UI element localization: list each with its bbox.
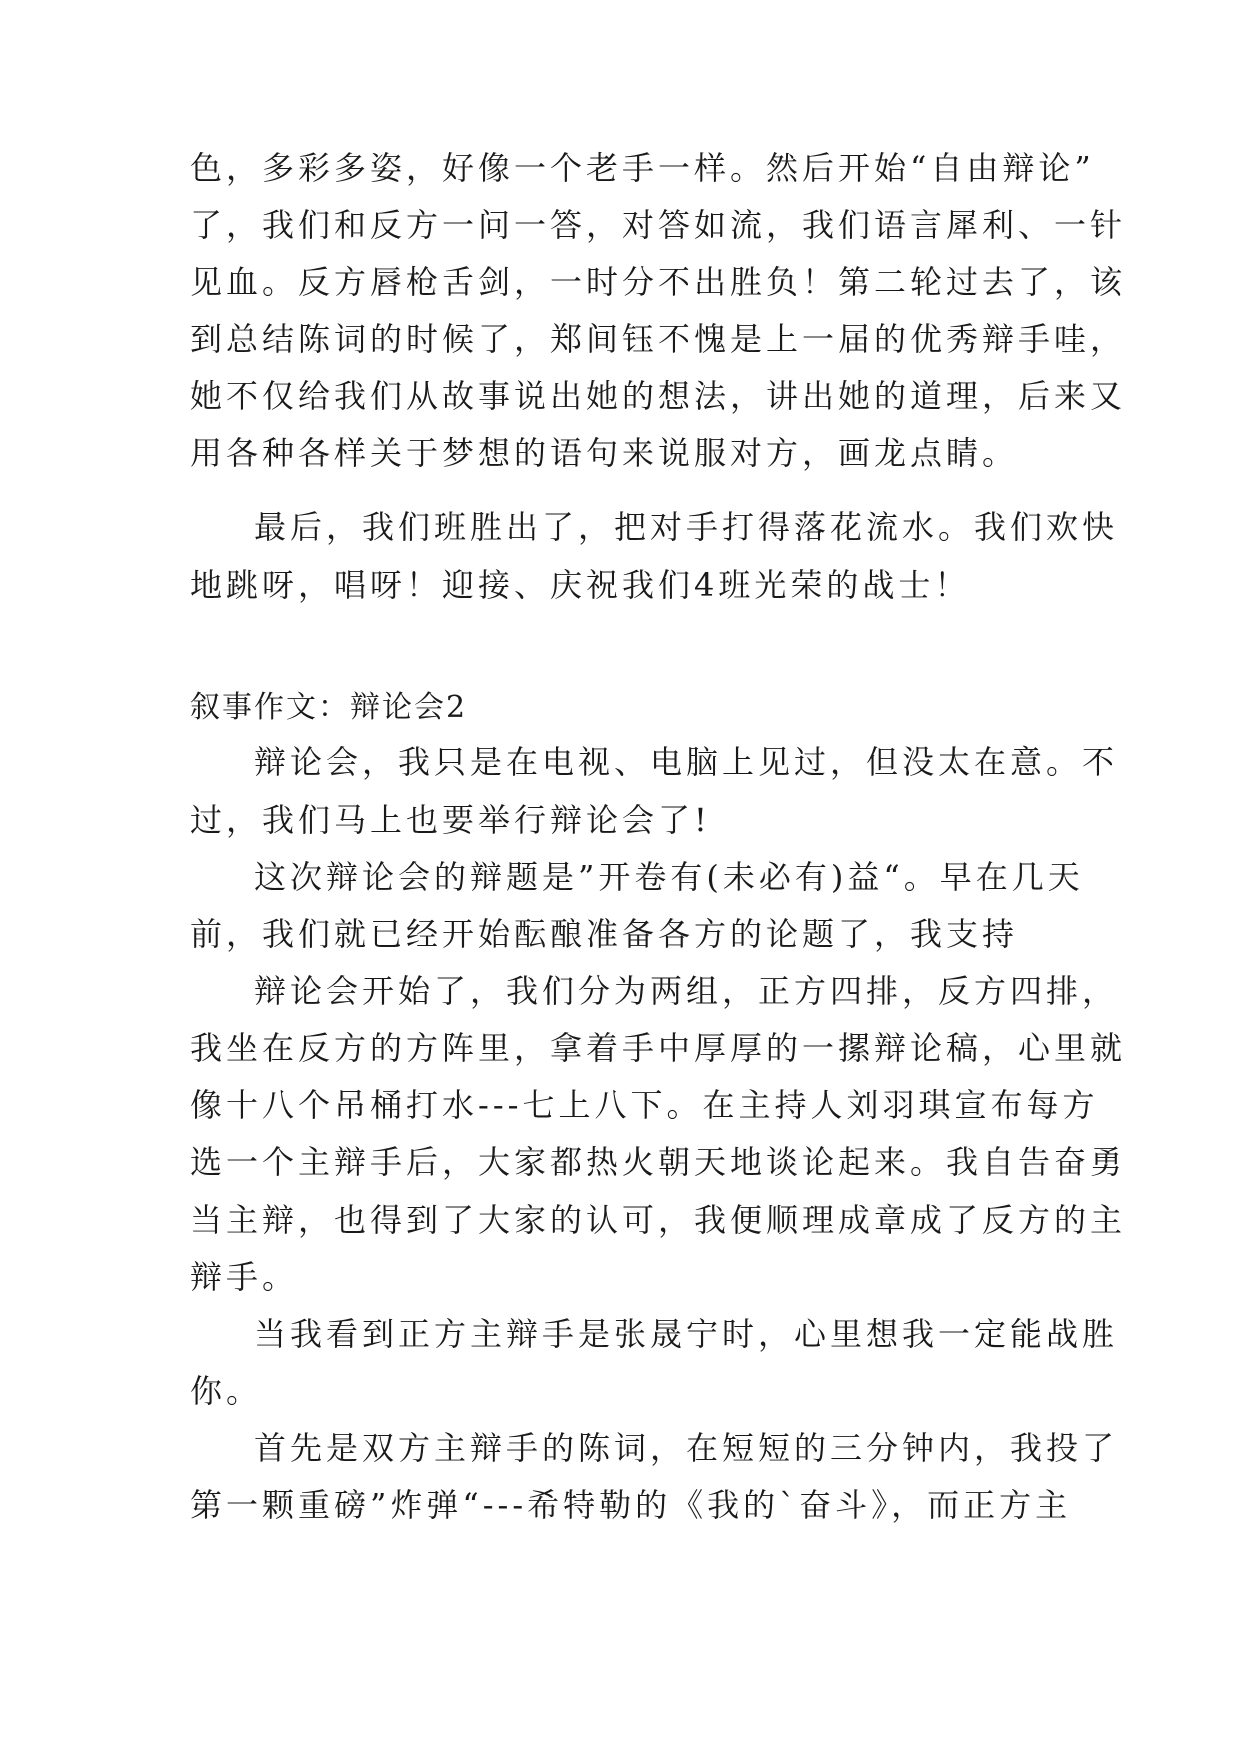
text-line: 选一个主辩手后，大家都热火朝天地谈论起来。我自告奋勇	[190, 1143, 1127, 1181]
text-line: 前，我们就已经开始酝酿准备各方的论题了，我支持	[190, 915, 1019, 953]
text-line: 像十八个吊桶打水---七上八下。在主持人刘羽琪宣布每方	[190, 1086, 1099, 1124]
text-line: 了，我们和反方一问一答，对答如流，我们语言犀利、一针	[190, 206, 1127, 244]
text-line: 辩论会开始了，我们分为两组，正方四排，反方四排，	[254, 972, 1119, 1010]
text-line: 你。	[190, 1372, 263, 1410]
text-line: 我坐在反方的方阵里，拿着手中厚厚的一摞辩论稿，心里就	[190, 1029, 1127, 1067]
text-line: 最后，我们班胜出了，把对手打得落花流水。我们欢快	[254, 508, 1119, 546]
text-line: 这次辩论会的辩题是”开卷有(未必有)益“。早在几天	[254, 858, 1084, 896]
text-line: 当我看到正方主辩手是张晟宁时，心里想我一定能战胜	[254, 1315, 1119, 1353]
section-heading: 叙事作文：辩论会2	[190, 690, 468, 725]
text-line: 过，我们马上也要举行辩论会了!	[190, 801, 711, 839]
text-line: 见血。反方唇枪舌剑，一时分不出胜负！第二轮过去了，该	[190, 263, 1127, 301]
text-line: 第一颗重磅”炸弹“---希特勒的《我的`奋斗》，而正方主	[190, 1486, 1072, 1524]
text-line: 当主辩，也得到了大家的认可，我便顺理成章成了反方的主	[190, 1201, 1127, 1239]
text-line: 地跳呀，唱呀！迎接、庆祝我们4班光荣的战士！	[190, 566, 971, 604]
text-line: 用各种各样关于梦想的语句来说服对方，画龙点睛。	[190, 434, 1019, 472]
text-line: 到总结陈词的时候了，郑间钰不愧是上一届的优秀辩手哇，	[190, 320, 1127, 358]
text-line: 辩手。	[190, 1258, 299, 1296]
text-line: 首先是双方主辩手的陈词，在短短的三分钟内，我投了	[254, 1429, 1119, 1467]
text-line: 她不仅给我们从故事说出她的想法，讲出她的道理，后来又	[190, 377, 1127, 415]
text-line: 色，多彩多姿，好像一个老手一样。然后开始“自由辩论”	[190, 149, 1095, 187]
text-line: 辩论会，我只是在电视、电脑上见过，但没太在意。不	[254, 743, 1119, 781]
